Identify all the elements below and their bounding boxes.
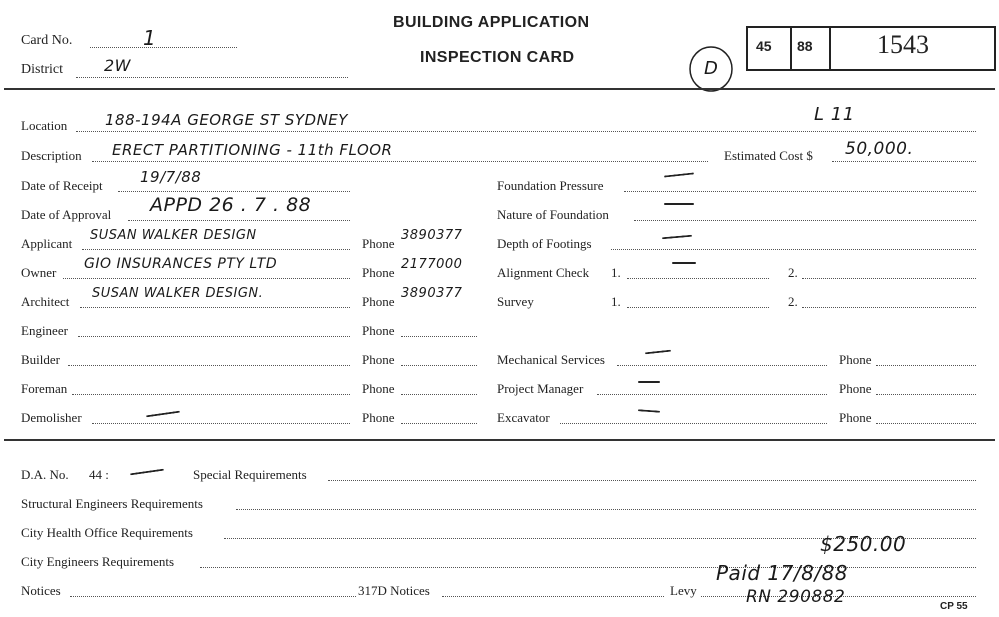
depth-footings-line xyxy=(611,249,976,250)
builder-phone-line xyxy=(401,365,477,366)
date-approval-line xyxy=(128,220,350,221)
architect-value: SUSAN WALKER DESIGN. xyxy=(92,286,264,301)
architect-line xyxy=(80,307,350,308)
da-no-value: 44 : xyxy=(89,467,109,482)
engineer-label: Engineer xyxy=(21,323,68,338)
circled-mark-letter: D xyxy=(704,58,719,79)
location-label: Location xyxy=(21,118,68,133)
survey-2-line xyxy=(802,307,976,308)
description-line xyxy=(92,161,708,162)
builder-line xyxy=(68,365,350,366)
survey-1-line xyxy=(627,307,769,308)
applicant-label: Applicant xyxy=(21,236,73,251)
date-approval-label: Date of Approval xyxy=(21,207,112,222)
structural-engineers-label: Structural Engineers Requirements xyxy=(21,496,203,511)
city-engineers-label: City Engineers Requirements xyxy=(21,554,175,569)
foreman-line xyxy=(72,394,350,395)
demolisher-label: Demolisher xyxy=(21,410,82,425)
owner-line xyxy=(63,278,350,279)
alignment-check-dash xyxy=(672,262,696,264)
alignment-check-2: 2. xyxy=(788,265,798,280)
location-value: 188-194A GEORGE ST SYDNEY xyxy=(105,111,348,129)
levy-label: Levy xyxy=(670,583,697,598)
city-engineers-line xyxy=(200,567,976,568)
alignment-check-1: 1. xyxy=(611,265,621,280)
alignment-check-1-line xyxy=(627,278,769,279)
section-rule xyxy=(4,439,995,441)
card-number-box xyxy=(746,26,996,71)
applicant-phone-label: Phone xyxy=(362,236,395,251)
special-requirements-label: Special Requirements xyxy=(193,467,307,482)
engineer-phone-line xyxy=(401,336,477,337)
builder-phone-label: Phone xyxy=(362,352,395,367)
nature-foundation-line xyxy=(634,220,976,221)
excavator-phone-line xyxy=(876,423,976,424)
project-manager-phone-label: Phone xyxy=(839,381,872,396)
alignment-check-label: Alignment Check xyxy=(497,265,590,280)
owner-phone-label: Phone xyxy=(362,265,395,280)
excavator-dash xyxy=(638,409,660,413)
header-rule xyxy=(4,88,995,90)
depth-footings-dash xyxy=(662,235,692,240)
box-divider-2 xyxy=(829,26,831,69)
foreman-phone-label: Phone xyxy=(362,381,395,396)
engineer-line xyxy=(78,336,350,337)
receipt-number: RN 290882 xyxy=(746,587,846,607)
excavator-label: Excavator xyxy=(497,410,550,425)
box-field-card-number: 1543 xyxy=(877,30,929,59)
district-label: District xyxy=(21,62,63,77)
demolisher-phone-label: Phone xyxy=(362,410,395,425)
date-receipt-label: Date of Receipt xyxy=(21,178,103,193)
architect-phone-label: Phone xyxy=(362,294,395,309)
box-field-2: 88 xyxy=(797,38,813,54)
excavator-phone-label: Phone xyxy=(839,410,872,425)
demolisher-line xyxy=(92,423,350,424)
owner-label: Owner xyxy=(21,265,57,280)
estimated-cost-line xyxy=(832,161,976,162)
applicant-phone-value: 3890377 xyxy=(401,228,463,243)
builder-label: Builder xyxy=(21,352,60,367)
demolisher-phone-line xyxy=(401,423,477,424)
survey-1: 1. xyxy=(611,294,621,309)
structural-engineers-line xyxy=(236,509,976,510)
location-line xyxy=(76,131,976,132)
date-receipt-value: 19/7/88 xyxy=(140,168,202,186)
excavator-line xyxy=(560,423,827,424)
owner-value: GIO INSURANCES PTY LTD xyxy=(84,256,278,272)
project-manager-dash xyxy=(638,381,660,383)
box-field-1: 45 xyxy=(756,38,772,54)
card-no-value: 1 xyxy=(143,26,157,50)
mechanical-services-dash xyxy=(645,350,671,355)
applicant-line xyxy=(82,249,350,250)
survey-2: 2. xyxy=(788,294,798,309)
notices-label: Notices xyxy=(21,583,61,598)
notices-317d-label: 317D Notices xyxy=(358,583,430,598)
form-code: CP 55 xyxy=(940,601,968,612)
levy-paid: Paid 17/8/88 xyxy=(716,561,849,585)
date-approval-value: APPD 26 . 7 . 88 xyxy=(150,194,312,216)
demolisher-dash-mark xyxy=(146,411,180,418)
date-receipt-line xyxy=(118,191,350,192)
notices-line xyxy=(70,596,356,597)
foundation-pressure-label: Foundation Pressure xyxy=(497,178,604,193)
city-health-label: City Health Office Requirements xyxy=(21,525,193,540)
mechanical-services-label: Mechanical Services xyxy=(497,352,605,367)
description-label: Description xyxy=(21,148,82,163)
da-no-dash xyxy=(130,469,164,476)
nature-foundation-dash xyxy=(664,203,694,205)
district-value: 2W xyxy=(104,56,131,75)
estimated-cost-value: 50,000. xyxy=(845,139,914,159)
levy-amount: $250.00 xyxy=(820,532,907,556)
da-no-label: D.A. No. xyxy=(21,467,69,482)
foundation-pressure-dash xyxy=(664,172,694,177)
mechanical-phone-label: Phone xyxy=(839,352,872,367)
depth-footings-label: Depth of Footings xyxy=(497,236,592,251)
mechanical-phone-line xyxy=(876,365,976,366)
project-manager-label: Project Manager xyxy=(497,381,584,396)
location-note: L 11 xyxy=(814,104,855,125)
alignment-check-2-line xyxy=(802,278,976,279)
estimated-cost-label: Estimated Cost $ xyxy=(724,148,813,163)
district-line xyxy=(76,77,348,78)
special-requirements-line xyxy=(328,480,976,481)
foreman-label: Foreman xyxy=(21,381,68,396)
survey-label: Survey xyxy=(497,294,534,309)
project-manager-line xyxy=(597,394,827,395)
foundation-pressure-line xyxy=(624,191,976,192)
description-value: ERECT PARTITIONING - 11th FLOOR xyxy=(112,141,393,159)
owner-phone-value: 2177000 xyxy=(401,257,463,272)
box-divider-1 xyxy=(790,26,792,69)
project-manager-phone-line xyxy=(876,394,976,395)
architect-label: Architect xyxy=(21,294,70,309)
applicant-value: SUSAN WALKER DESIGN xyxy=(90,228,257,243)
architect-phone-value: 3890377 xyxy=(401,286,463,301)
form-title-line1: BUILDING APPLICATION xyxy=(393,14,590,31)
engineer-phone-label: Phone xyxy=(362,323,395,338)
foreman-phone-line xyxy=(401,394,477,395)
notices-317d-line xyxy=(442,596,664,597)
card-no-label: Card No. xyxy=(21,33,73,48)
nature-foundation-label: Nature of Foundation xyxy=(497,207,609,222)
card-no-line xyxy=(90,47,237,48)
form-title-line2: INSPECTION CARD xyxy=(420,49,575,66)
mechanical-services-line xyxy=(617,365,827,366)
